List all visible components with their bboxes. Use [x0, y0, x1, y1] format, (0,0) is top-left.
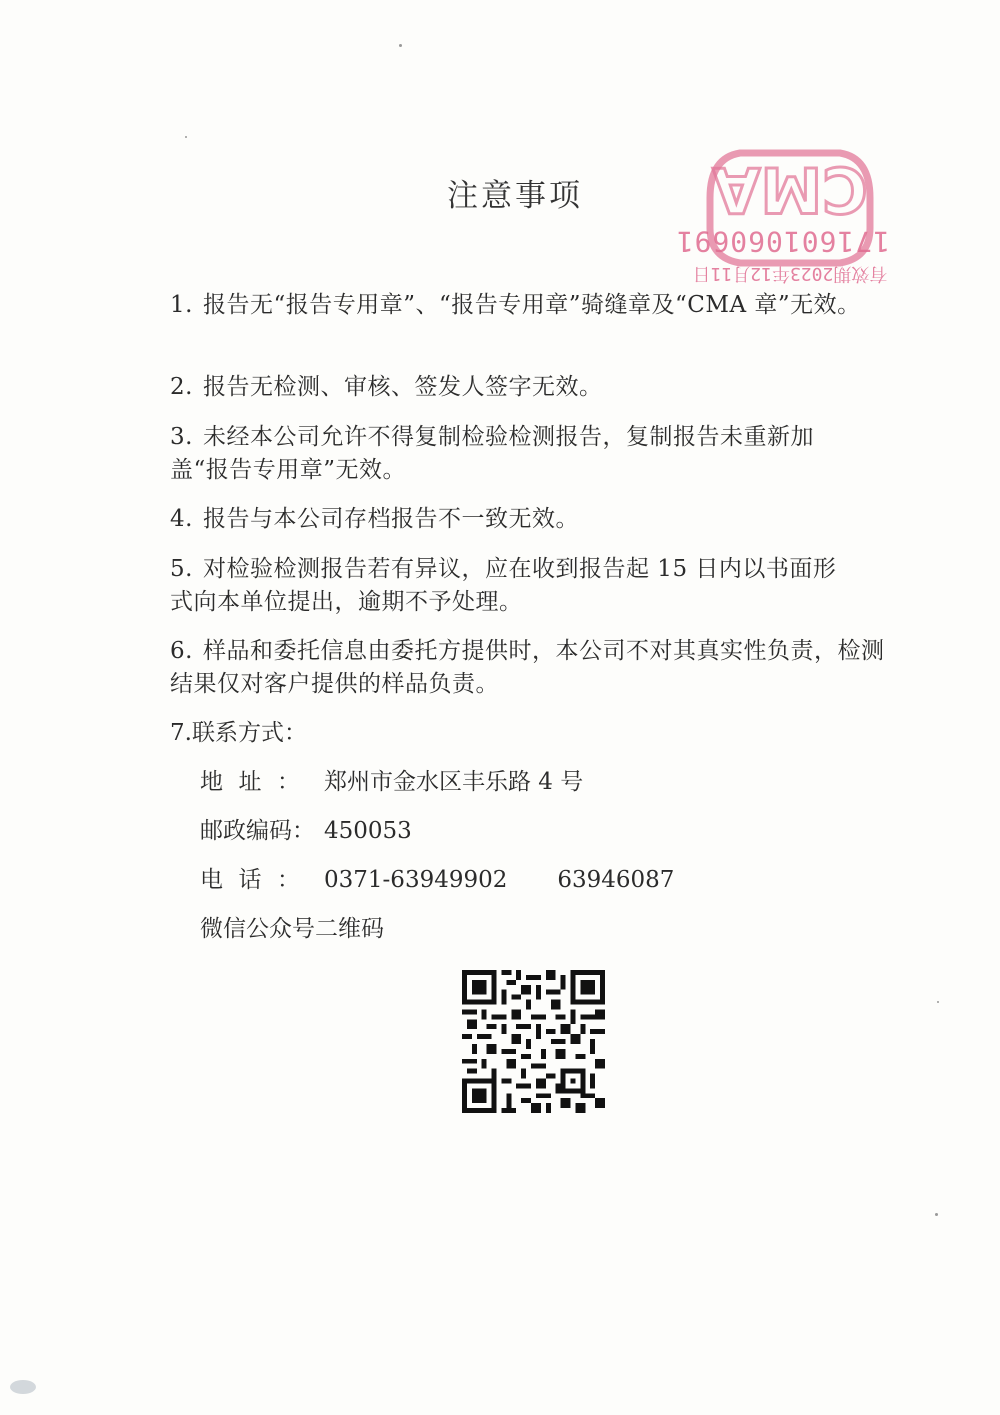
- contact-heading: 7.联系方式：: [170, 720, 307, 746]
- page-title: 注意事项: [447, 178, 583, 214]
- seal-validity: 有效期2023年12月11日: [692, 263, 888, 284]
- scan-speck: [399, 44, 402, 47]
- notice-item-1: 1. 报告无“报告专用章”、“报告专用章”骑缝章及“CMA 章”无效。: [170, 292, 861, 318]
- contact-postcode: [200, 815, 412, 848]
- notice-item-5: 5. 对检验检测报告若有异议，应在收到报告起 15 日内以书面形式向本单位提出，逾期不予处理。: [170, 556, 837, 615]
- cma-seal: [675, 108, 890, 284]
- wechat-label: 微信公众号二维码: [200, 916, 384, 942]
- phone-value-2: 63946087: [557, 867, 675, 893]
- scan-speck: [937, 1001, 939, 1003]
- phone-label: 电话：: [200, 867, 300, 893]
- wechat-qr-code-icon: [462, 970, 605, 1113]
- postcode-label: 邮政编码：: [200, 818, 315, 844]
- address-value: 郑州市金水区丰乐路 4 号: [324, 769, 584, 795]
- notice-text-2: 报告无检测、审核、签发人签字无效。: [203, 374, 603, 400]
- address-label: 地址：: [200, 769, 300, 795]
- postcode-value: 450053: [324, 818, 412, 844]
- notice-item-6: 6. 样品和委托信息由委托方提供时，本公司不对其真实性负责，检测结果仅对客户提供的样品负责。: [170, 638, 885, 697]
- scan-speck: [935, 1213, 938, 1216]
- notice-text-6: 样品和委托信息由委托方提供时，本公司不对其真实性负责，检测结果仅对客户提供的样品负责。: [170, 638, 885, 697]
- notice-text-3: 未经本公司允许不得复制检验检测报告，复制报告未重新加盖“报告专用章”无效。: [170, 424, 814, 483]
- notice-text-4: 报告与本公司存档报告不一致无效。: [203, 506, 579, 532]
- notice-text-1: 报告无“报告专用章”、“报告专用章”骑缝章及“CMA 章”无效。: [203, 292, 861, 318]
- scan-speck: [185, 136, 187, 138]
- scan-smudge: [10, 1380, 36, 1394]
- seal-number: 171601060691: [675, 225, 890, 258]
- contact-address: [200, 766, 583, 799]
- contact-phone: [200, 864, 674, 897]
- seal-text: CMA: [712, 153, 868, 226]
- phone-value-1: 0371-63949902: [324, 867, 508, 893]
- notice-text-5: 对检验检测报告若有异议，应在收到报告起 15 日内以书面形式向本单位提出，逾期不予处理。: [170, 556, 837, 615]
- notice-item-3: 3. 未经本公司允许不得复制检验检测报告，复制报告未重新加盖“报告专用章”无效。: [170, 424, 814, 483]
- notice-item-2: 2. 报告无检测、审核、签发人签字无效。: [170, 374, 603, 400]
- notice-item-4: 4. 报告与本公司存档报告不一致无效。: [170, 506, 579, 532]
